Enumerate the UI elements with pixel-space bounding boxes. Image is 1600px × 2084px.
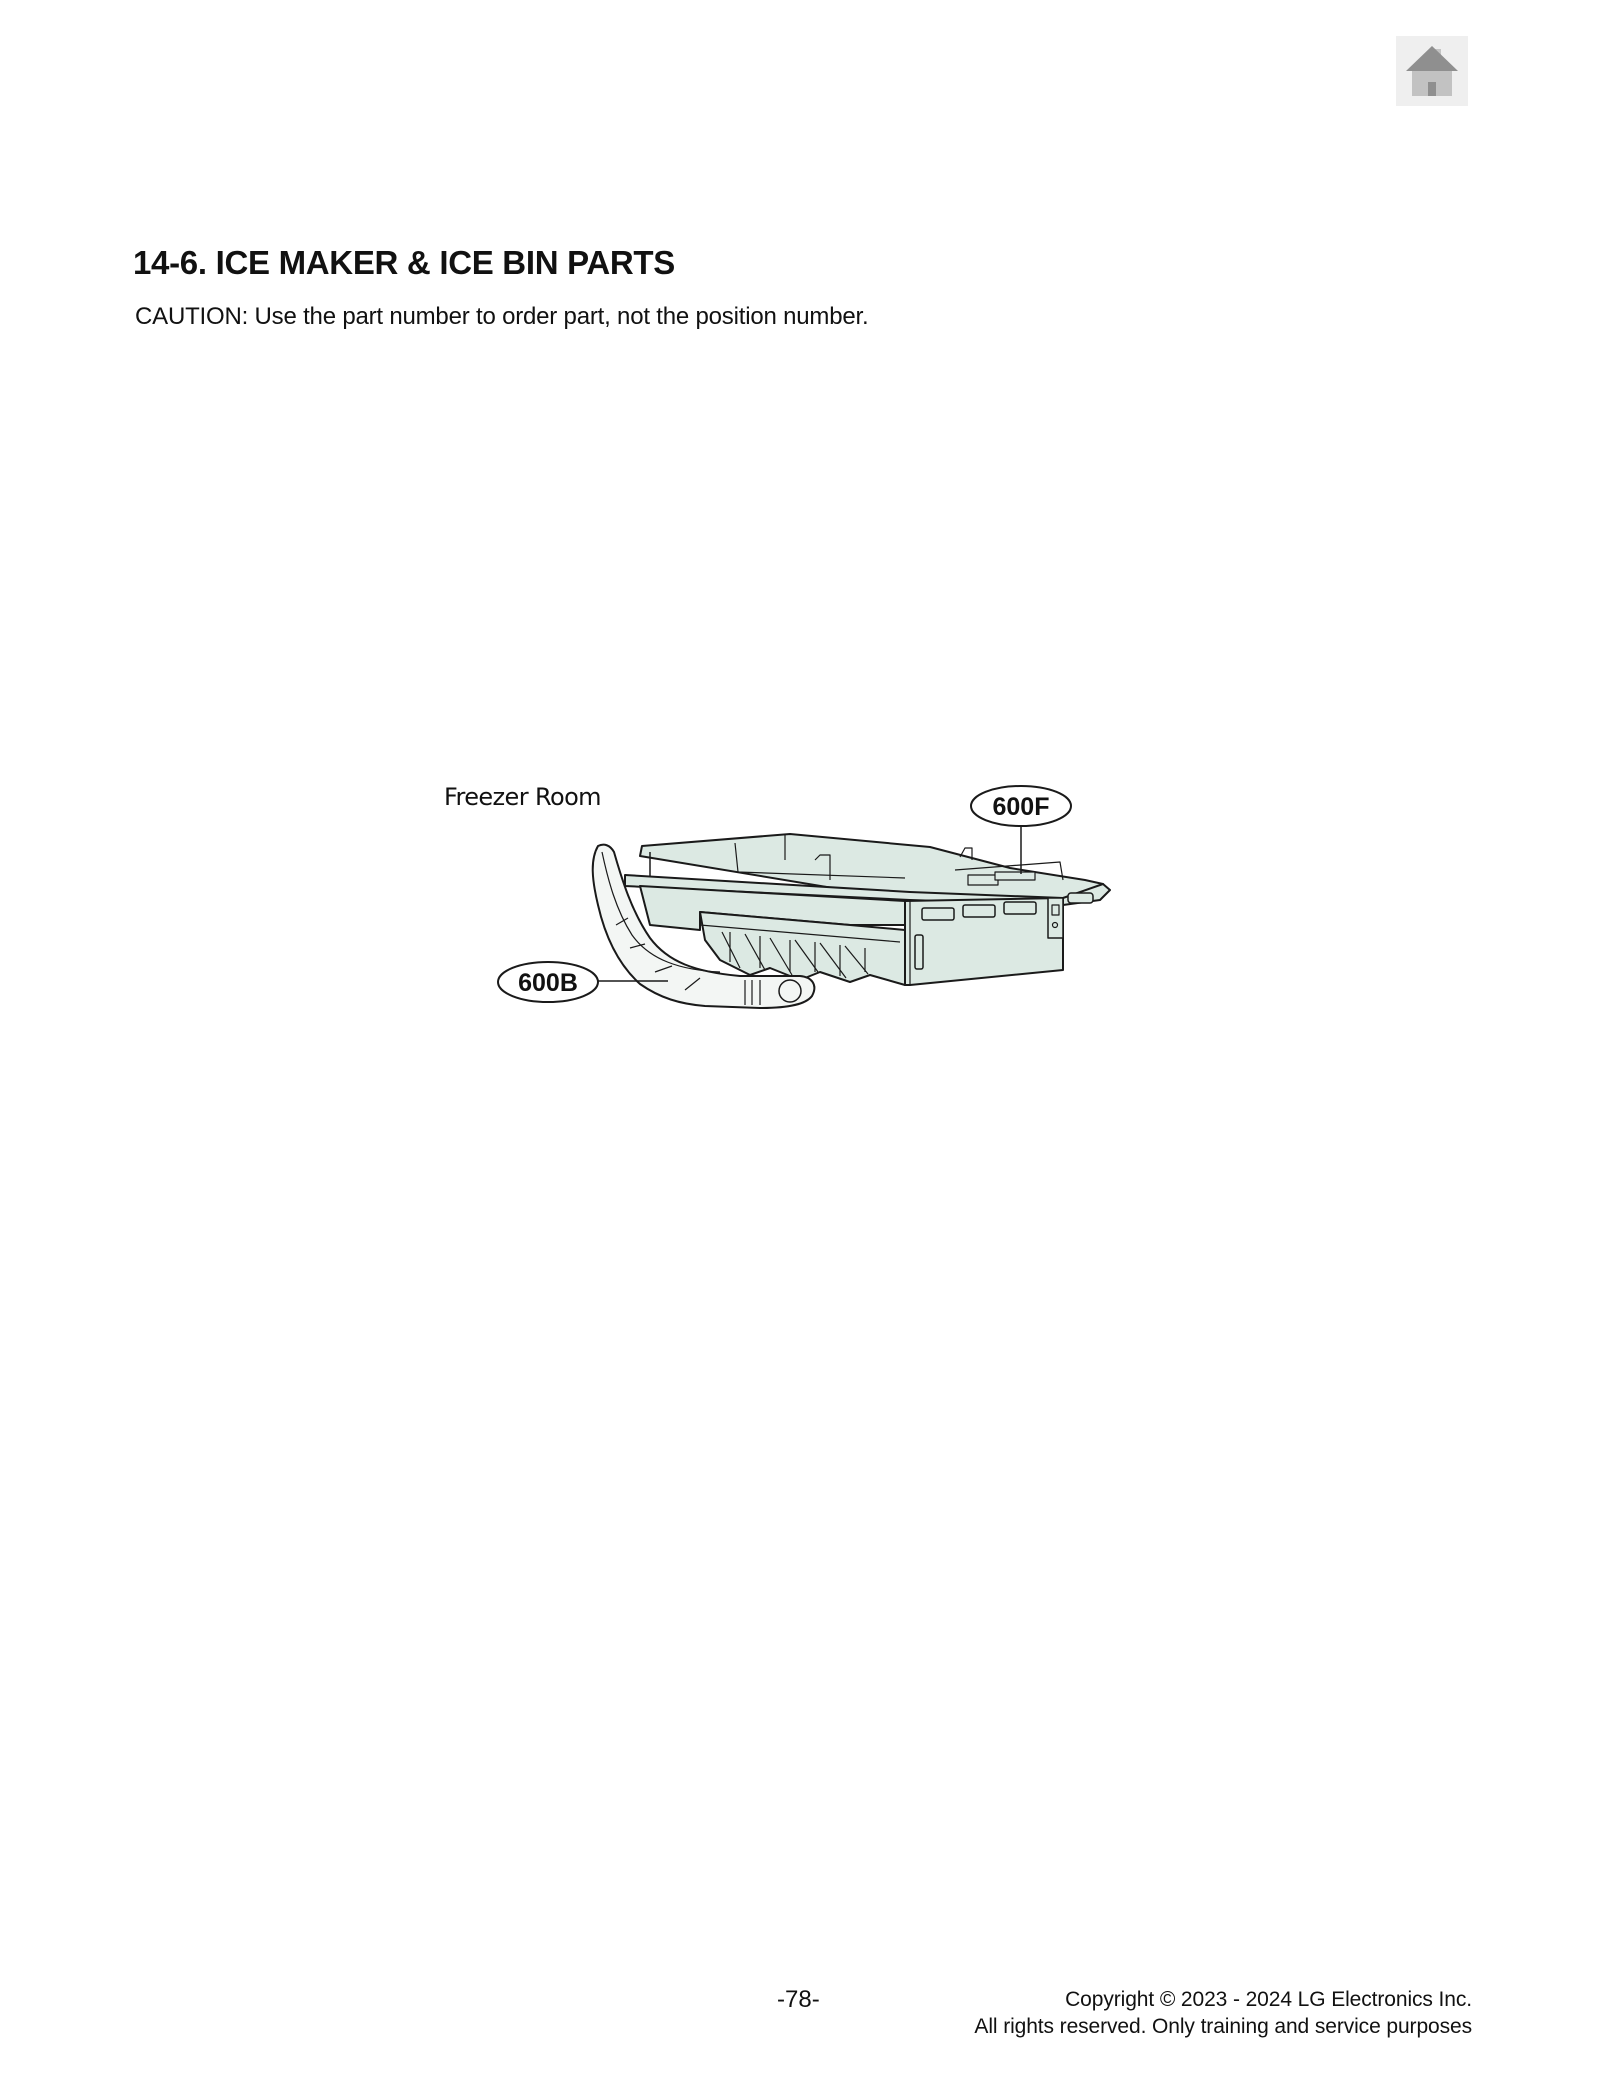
home-button[interactable] <box>1396 36 1468 106</box>
callout-600B[interactable] <box>498 962 668 1002</box>
copyright-line-1: Copyright © 2023 - 2024 LG Electronics Inc. <box>1065 1988 1472 2011</box>
callout-label-600B: 600B <box>518 969 578 997</box>
callout-label-600F: 600F <box>992 793 1050 821</box>
copyright-line-2: All rights reserved. Only training and service purposes <box>974 2015 1472 2038</box>
callout-600F[interactable] <box>971 786 1071 874</box>
home-icon <box>1396 36 1468 106</box>
page-number: -78- <box>777 1986 820 2013</box>
page-title: 14-6. ICE MAKER & ICE BIN PARTS <box>133 244 676 281</box>
caution-note: CAUTION: Use the part number to order part, not the position number. <box>135 303 869 330</box>
ice-maker-assembly <box>625 834 1110 985</box>
ice-bin-handle <box>593 845 815 1008</box>
copyright-notice <box>974 1986 1472 2040</box>
freezer-room-label: Freezer Room <box>444 783 601 811</box>
